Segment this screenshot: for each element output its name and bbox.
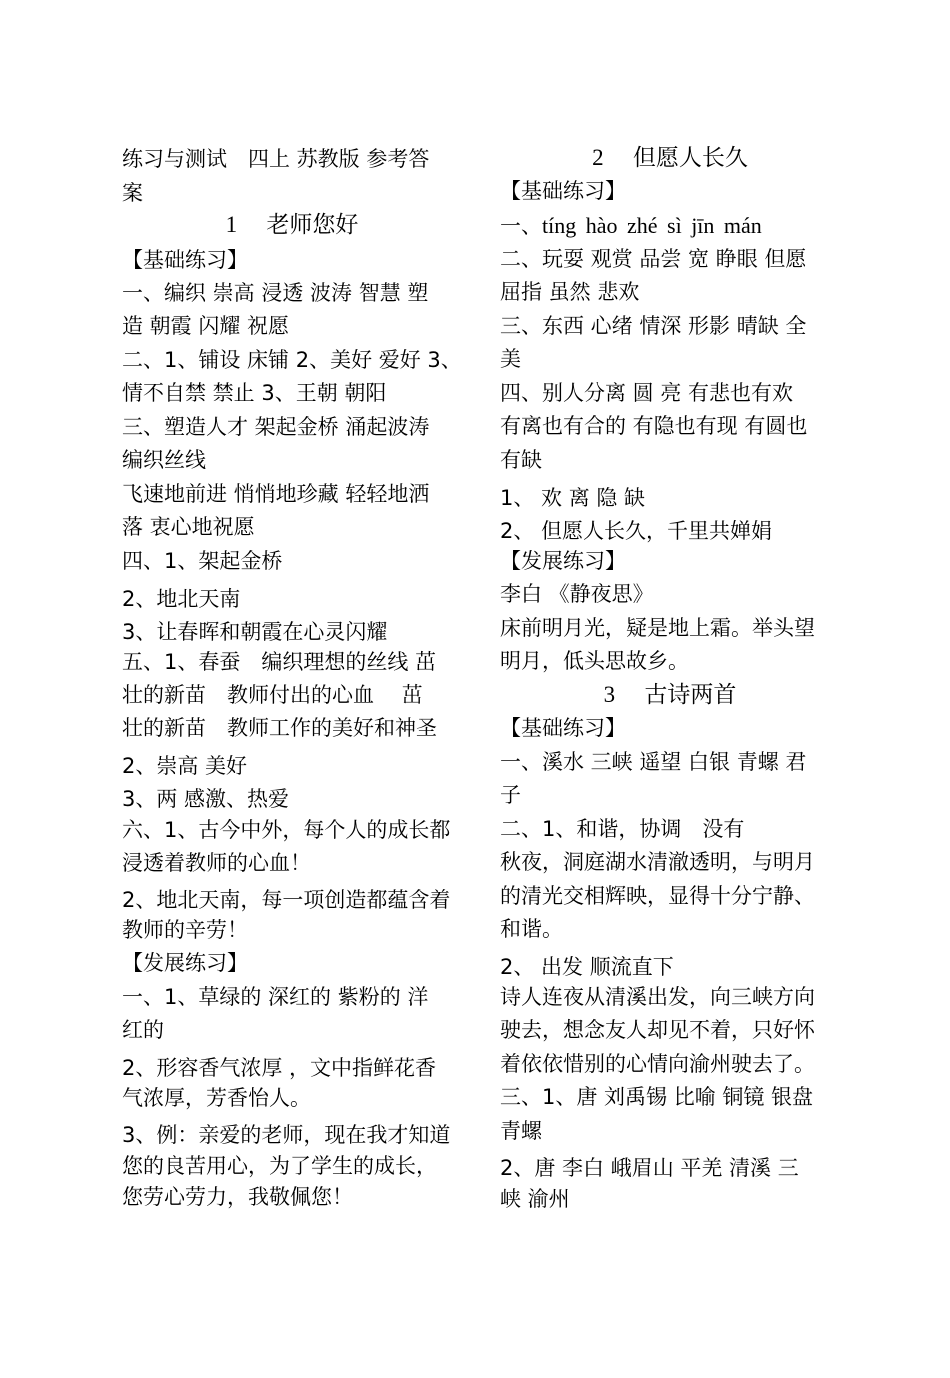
answer-line: 飞速地前进 悄悄地珍藏 轻轻地洒 [122, 482, 430, 506]
answer-line: 床前明月光，疑是地上霜。举头望 [500, 616, 815, 640]
answer-line: 3、让春晖和朝霞在心灵闪耀 [122, 620, 388, 644]
basic-practice-header: 【基础练习】 [122, 248, 248, 272]
development-practice-header: 【发展练习】 [500, 549, 626, 573]
answer-line: 2、形容香气浓厚 ，文中指鲜花香 [122, 1056, 437, 1080]
item-prefix: 一、 [500, 214, 542, 238]
basic-practice-header: 【基础练习】 [500, 716, 626, 740]
development-practice-header: 【发展练习】 [122, 951, 248, 975]
answer-line: 屈指 虽然 悲欢 [500, 280, 640, 304]
answer-line: 二、1、和谐，协调 没有 [500, 817, 745, 841]
basic-practice-header: 【基础练习】 [500, 179, 626, 203]
lesson-number: 2 [592, 145, 604, 170]
answer-line: 和谐。 [500, 917, 563, 941]
lesson-title: 老师您好 [266, 212, 359, 238]
answer-line: 驶去，想念友人却见不着，只好怀 [500, 1018, 815, 1042]
pinyin-answers: tíng hào zhé sì jīn mán [542, 213, 762, 238]
answer-line: 二、玩耍 观赏 品尝 宽 睁眼 但愿 [500, 247, 807, 271]
answer-line: 秋夜，洞庭湖水清澈透明，与明月 [500, 850, 815, 874]
lesson-title: 古诗两首 [644, 682, 737, 708]
answer-line: 您劳心劳力，我敬佩您！ [122, 1185, 353, 1209]
answer-line: 的清光交相辉映，显得十分宁静、 [500, 884, 815, 908]
answer-line: 2、 出发 顺流直下 [500, 955, 674, 979]
answer-line: 2、地北天南，每一项创造都蕴含着 [122, 888, 451, 912]
document-title-cont: 案 [122, 181, 143, 205]
pinyin-line [500, 213, 762, 239]
answer-line: 落 衷心地祝愿 [122, 515, 255, 539]
lesson-2-heading [500, 144, 840, 172]
answer-line: 您的良苦用心，为了学生的成长， [122, 1154, 437, 1178]
answer-line: 三、塑造人才 架起金桥 涌起波涛 [122, 415, 430, 439]
answer-line: 三、1、唐 刘禹锡 比喻 铜镜 银盘 [500, 1085, 814, 1109]
answer-line: 五、1、春蚕 编织理想的丝线 茁 [122, 650, 437, 674]
answer-line: 青螺 [500, 1119, 542, 1143]
answer-line: 红的 [122, 1018, 164, 1042]
answer-line: 着依依惜别的心情向渝州驶去了。 [500, 1052, 815, 1076]
answer-line: 六、1、古今中外，每个人的成长都 [122, 818, 451, 842]
lesson-number: 1 [225, 212, 238, 237]
answer-line: 四、1、架起金桥 [122, 549, 283, 573]
answer-line: 李白 《静夜思》 [500, 582, 654, 606]
answer-line: 子 [500, 783, 521, 807]
answer-line: 情不自禁 禁止 3、王朝 朝阳 [122, 381, 387, 405]
answer-line: 壮的新苗 教师工作的美好和神圣 [122, 716, 437, 740]
answer-line: 教师的辛劳！ [122, 918, 248, 942]
answer-line: 2、 但愿人长久，千里共婵娟 [500, 519, 773, 543]
answer-line: 美 [500, 347, 521, 371]
answer-line: 一、1、草绿的 深红的 紫粉的 洋 [122, 985, 429, 1009]
answer-line: 2、唐 李白 峨眉山 平羌 清溪 三 [500, 1156, 799, 1180]
answer-line: 一、溪水 三峡 遥望 白银 青螺 君 [500, 750, 807, 774]
answer-line: 1、 欢 离 隐 缺 [500, 486, 646, 510]
answer-line: 气浓厚，芳香怡人。 [122, 1086, 311, 1110]
answer-line: 三、东西 心绪 情深 形影 晴缺 全 [500, 314, 807, 338]
answer-line: 峡 渝州 [500, 1187, 570, 1211]
answer-line: 二、1、铺设 床铺 2、美好 爱好 3、 [122, 348, 462, 372]
answer-line: 3、例：亲爱的老师，现在我才知道 [122, 1123, 451, 1147]
answer-line: 有缺 [500, 448, 542, 472]
answer-line: 造 朝霞 闪耀 祝愿 [122, 314, 290, 338]
answer-line: 四、别人分离 圆 亮 有悲也有欢 [500, 381, 794, 405]
answer-line: 有离也有合的 有隐也有现 有圆也 [500, 414, 808, 438]
document-title: 练习与测试 四上 苏教版 参考答 [122, 147, 430, 171]
lesson-1-heading [122, 211, 462, 239]
answer-line: 2、地北天南 [122, 587, 241, 611]
answer-line: 一、编织 崇高 浸透 波涛 智慧 塑 [122, 281, 429, 305]
lesson-number: 3 [603, 682, 616, 707]
answer-line: 壮的新苗 教师付出的心血 茁 [122, 683, 423, 707]
lesson-title: 但愿人长久 [632, 145, 748, 171]
answer-line: 2、崇高 美好 [122, 754, 248, 778]
answer-line: 明月，低头思故乡。 [500, 649, 689, 673]
answer-line: 3、两 感激、热爱 [122, 787, 290, 811]
answer-line: 编织丝线 [122, 448, 206, 472]
lesson-3-heading [500, 681, 840, 709]
answer-line: 诗人连夜从清溪出发，向三峡方向 [500, 985, 815, 1009]
answer-line: 浸透着教师的心血！ [122, 851, 311, 875]
